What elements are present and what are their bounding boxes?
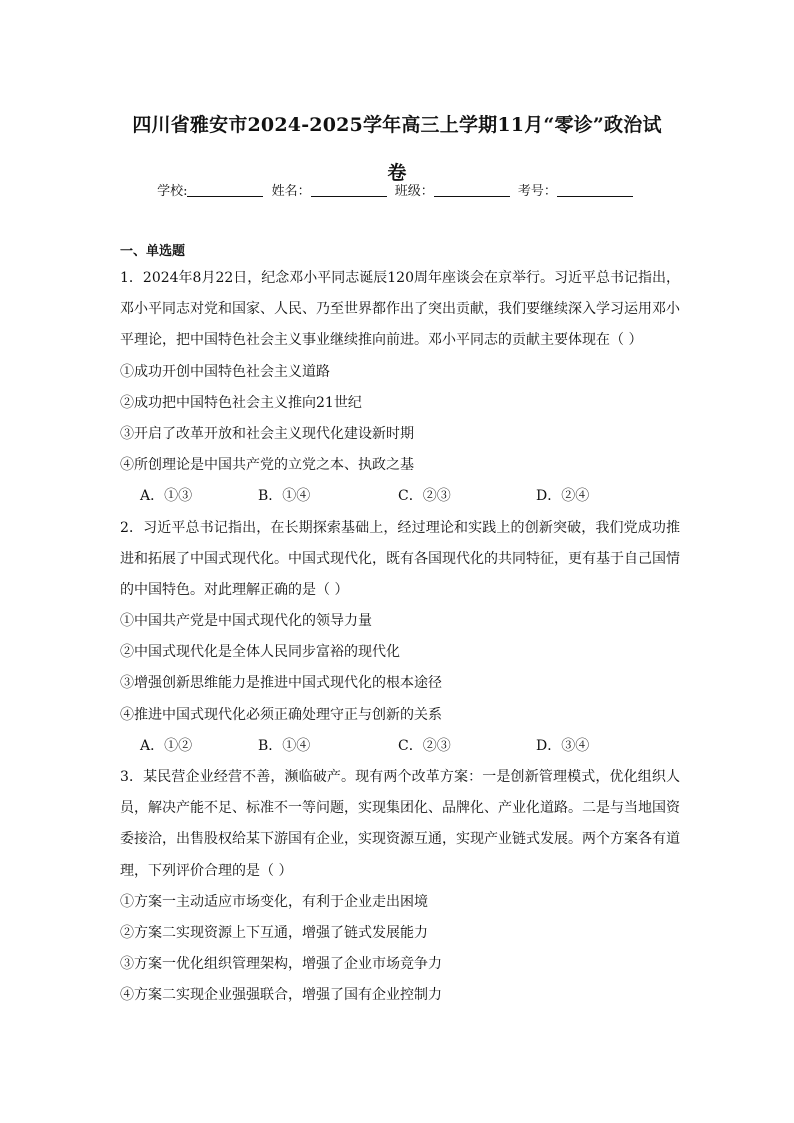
question-text-line: 委接洽，出售股权给某下游国有企业，实现资源互通，实现产业链式发展。两个方案各有道 [120, 831, 680, 848]
statement: ①方案一主动适应市场变化，有利于企业走出困境 [120, 893, 428, 910]
exam-title-line-2: 卷 [387, 162, 407, 184]
option-a[interactable]: A．①③ [140, 488, 193, 505]
name-blank[interactable] [311, 184, 387, 197]
answer-options [120, 481, 680, 512]
exam-content [120, 241, 680, 1012]
question-text-line: 的中国特色。对此理解正确的是（ ） [120, 581, 349, 598]
student-info-row [0, 180, 794, 199]
statement: ④方案二实现企业强强联合，增强了国有企业控制力 [120, 987, 442, 1004]
option-b[interactable]: B．①④ [258, 737, 311, 754]
exam-number-blank[interactable] [557, 184, 633, 197]
option-d[interactable]: D．③④ [536, 737, 590, 754]
school-label: 学校: [157, 184, 188, 199]
option-c[interactable]: C．②③ [398, 488, 451, 505]
statement: ③开启了改革开放和社会主义现代化建设新时期 [120, 425, 414, 442]
statement: ②中国式现代化是全体人民同步富裕的现代化 [120, 644, 400, 661]
school-blank[interactable] [187, 184, 263, 197]
statement: ①中国共产党是中国式现代化的领导力量 [120, 613, 372, 630]
option-a[interactable]: A．①② [140, 737, 193, 754]
question-text-line: 2．习近平总书记指出，在长期探索基础上，经过理论和实践上的创新突破，我们党成功推 [120, 519, 680, 536]
statement: ②方案二实现资源上下互通，增强了链式发展能力 [120, 924, 428, 941]
exam-title-line-1: 四川省雅安市2024-2025学年高三上学期11月“零诊”政治试 [132, 114, 662, 136]
section-heading: 一、单选题 [120, 244, 186, 259]
option-c[interactable]: C．②③ [398, 737, 451, 754]
question-text-line: 理，下列评价合理的是（ ） [120, 862, 293, 879]
question-text-line: 员，解决产能不足、标准不一等问题，实现集团化、品牌化、产业化道路。二是与当地国资 [120, 800, 680, 817]
question-text-line: 3．某民营企业经营不善，濒临破产。现有两个改革方案：一是创新管理模式，优化组织人 [120, 769, 680, 785]
question-text-line: 进和拓展了中国式现代化。中国式现代化，既有各国现代化的共同特征，更有基于自己国情 [120, 550, 680, 567]
statement: ②成功把中国特色社会主义推向21世纪 [120, 394, 362, 411]
class-blank[interactable] [434, 184, 510, 197]
statement: ④推进中国式现代化必须正确处理守正与创新的关系 [120, 706, 442, 723]
name-label: 姓名： [271, 184, 311, 199]
class-label: 班级： [394, 184, 434, 199]
question-1 [120, 263, 680, 513]
question-2 [120, 513, 680, 763]
question-text-line: 邓小平同志对党和国家、人民、乃至世界都作出了突出贡献，我们要继续深入学习运用邓小 [120, 301, 680, 318]
statement: ③增强创新思维能力是推进中国式现代化的根本途径 [120, 675, 442, 692]
option-b[interactable]: B．①④ [258, 488, 311, 505]
question-text-line: 平理论，把中国特色社会主义事业继续推向前进。邓小平同志的贡献主要体现在（ ） [120, 332, 643, 349]
statement: ④所创理论是中国共产党的立党之本、执政之基 [120, 457, 414, 474]
statement: ③方案一优化组织管理架构，增强了企业市场竞争力 [120, 956, 442, 973]
statement: ①成功开创中国特色社会主义道路 [120, 363, 330, 380]
exam-number-label: 考号： [517, 184, 557, 199]
answer-options [120, 731, 680, 762]
question-text-line: 1．2024年8月22日，纪念邓小平同志诞辰120周年座谈会在京举行。习近平总书记指出， [120, 270, 680, 286]
option-d[interactable]: D．②④ [536, 488, 590, 505]
question-3 [120, 762, 680, 1012]
